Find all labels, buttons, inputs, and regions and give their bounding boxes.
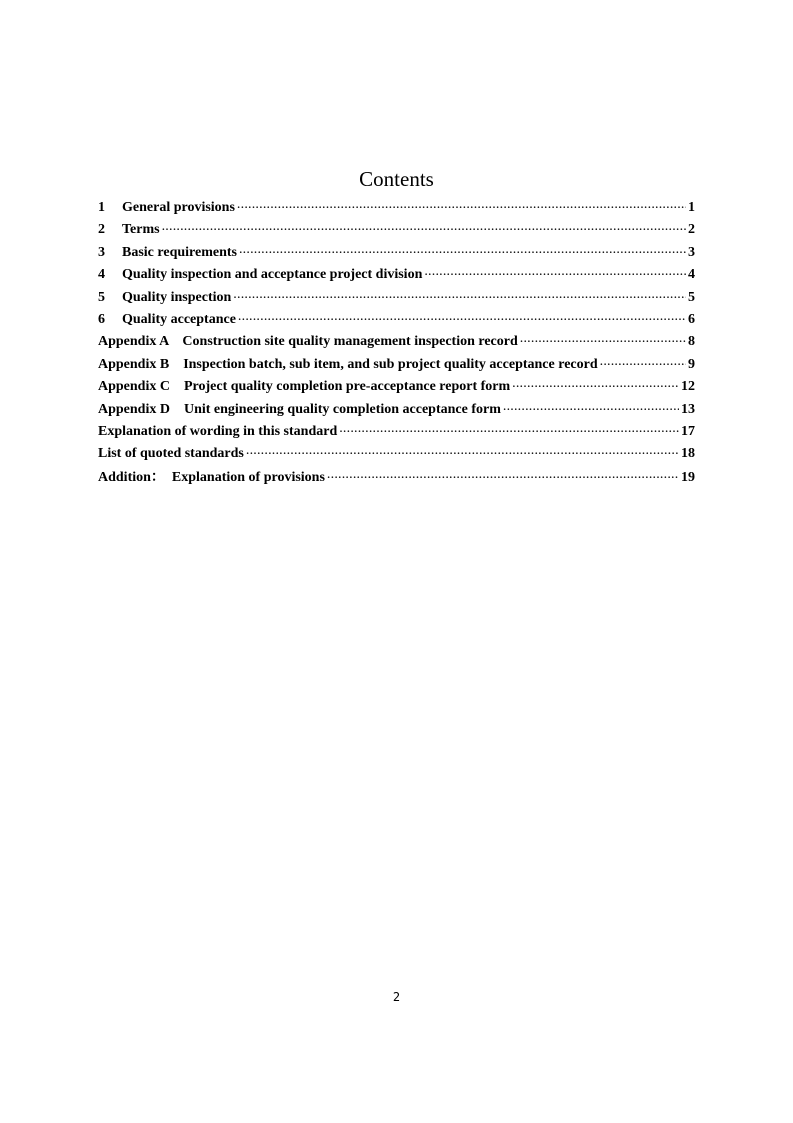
toc-entry-appendix-d[interactable] bbox=[98, 399, 695, 421]
toc-entry-project-division[interactable] bbox=[98, 264, 695, 286]
toc-entry-general-provisions[interactable] bbox=[98, 197, 695, 219]
toc-leader-dots bbox=[520, 331, 686, 345]
toc-entry-label: Appendix B Inspection batch, sub item, and sub project quality acceptance record bbox=[98, 356, 598, 372]
toc-leader-dots bbox=[238, 309, 686, 323]
toc-entry-basic-requirements[interactable] bbox=[98, 242, 695, 264]
toc-entry-page: 18 bbox=[681, 446, 695, 462]
toc-title: Contents bbox=[359, 167, 434, 191]
toc-entry-appendix-b[interactable] bbox=[98, 354, 695, 376]
toc-leader-dots bbox=[162, 219, 686, 233]
toc-leader-dots bbox=[512, 376, 679, 390]
toc-entry-terms[interactable] bbox=[98, 219, 695, 241]
toc-entry-number: 5 bbox=[98, 289, 105, 305]
toc-entry-label: Explanation of wording in this standard bbox=[98, 423, 338, 439]
toc-entry-page: 5 bbox=[688, 289, 695, 305]
toc-entry-label: Quality inspection bbox=[122, 289, 232, 305]
toc-entry-label: General provisions bbox=[122, 200, 235, 215]
toc-entry-page: 17 bbox=[681, 423, 695, 439]
toc-entry-number: 6 bbox=[98, 311, 105, 327]
toc-entry-page: 2 bbox=[688, 222, 695, 238]
toc-leader-dots bbox=[237, 197, 686, 211]
table-of-contents bbox=[98, 197, 695, 488]
toc-entry-number: 1 bbox=[98, 200, 105, 215]
toc-entry-appendix-c[interactable] bbox=[98, 376, 695, 398]
toc-leader-dots bbox=[339, 421, 679, 435]
toc-leader-dots bbox=[600, 354, 686, 368]
toc-entry-label: Terms bbox=[122, 222, 160, 238]
toc-entry-page: 19 bbox=[681, 469, 695, 485]
toc-entry-quality-acceptance[interactable] bbox=[98, 309, 695, 331]
toc-entry-label: Quality inspection and acceptance project division bbox=[122, 267, 423, 283]
toc-leader-dots bbox=[503, 399, 679, 413]
toc-entry-page: 4 bbox=[688, 267, 695, 283]
toc-leader-dots bbox=[233, 287, 686, 301]
toc-leader-dots bbox=[327, 467, 679, 481]
toc-entry-page: 1 bbox=[688, 200, 695, 215]
toc-entry-appendix-a[interactable] bbox=[98, 331, 695, 353]
toc-entry-label: List of quoted standards bbox=[98, 446, 244, 462]
toc-entry-number: 4 bbox=[98, 267, 105, 283]
toc-entry-label: Quality acceptance bbox=[122, 311, 236, 327]
toc-entry-label: Basic requirements bbox=[122, 244, 237, 260]
toc-leader-dots bbox=[239, 242, 686, 256]
toc-entry-explanation-of-provisions[interactable] bbox=[98, 466, 695, 488]
toc-leader-dots bbox=[424, 264, 686, 278]
toc-entry-page: 6 bbox=[688, 311, 695, 327]
page-number: 2 bbox=[392, 990, 401, 1004]
toc-entry-number: 2 bbox=[98, 222, 105, 238]
toc-entry-quoted-standards[interactable] bbox=[98, 443, 695, 465]
toc-entry-quality-inspection[interactable] bbox=[98, 287, 695, 309]
toc-entry-label: Appendix A Construction site quality management inspection record bbox=[98, 334, 518, 350]
toc-entry-page: 8 bbox=[688, 334, 695, 350]
toc-leader-dots bbox=[246, 443, 679, 457]
toc-entry-page: 13 bbox=[681, 401, 695, 417]
toc-entry-label: Appendix C Project quality completion pre-acceptance report form bbox=[98, 379, 511, 395]
toc-entry-page: 9 bbox=[688, 356, 695, 372]
toc-entry-label: Appendix D Unit engineering quality completion acceptance form bbox=[98, 401, 501, 417]
toc-entry-page: 12 bbox=[681, 379, 695, 395]
toc-entry-page: 3 bbox=[688, 244, 695, 260]
toc-entry-number: 3 bbox=[98, 244, 105, 260]
toc-entry-label: Addition： Explanation of provisions bbox=[98, 469, 325, 485]
toc-entry-explanation-of-wording[interactable] bbox=[98, 421, 695, 443]
